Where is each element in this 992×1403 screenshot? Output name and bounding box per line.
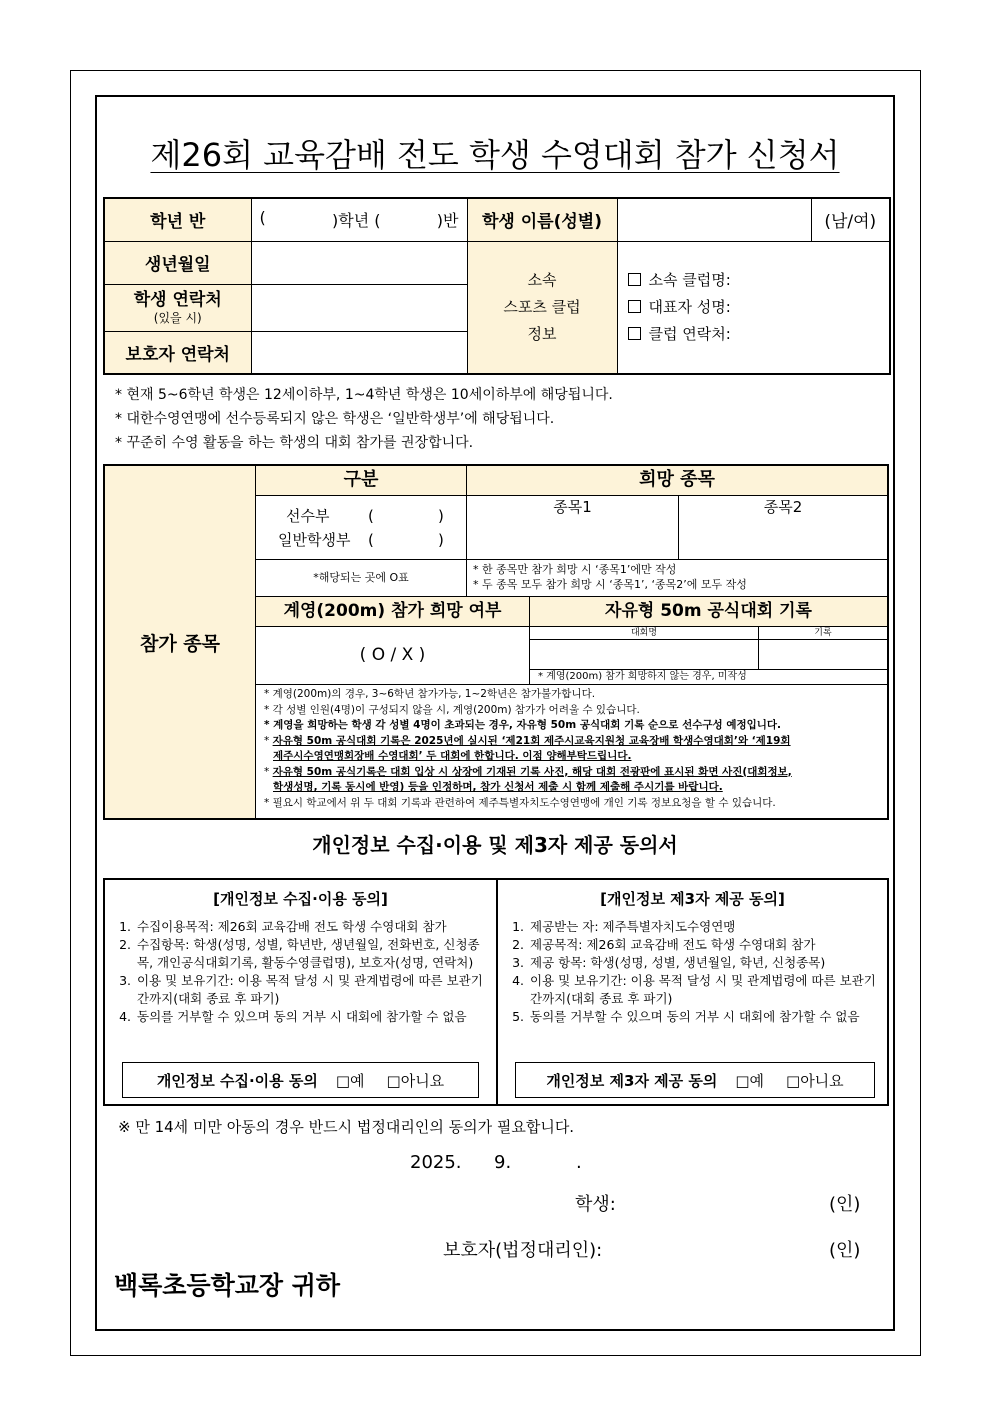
consent-section xyxy=(103,878,889,1106)
addressee: 백록초등학교장 귀하 xyxy=(114,1271,341,1300)
student-info-table xyxy=(103,197,891,375)
grade-class-field[interactable]: ( )학년 ( )반 xyxy=(251,198,467,241)
student-seal[interactable]: (인) xyxy=(829,1194,861,1215)
date-year: 2025. xyxy=(410,1152,462,1173)
record-label: 기록 xyxy=(759,627,887,640)
left-consent-yes[interactable]: □예 xyxy=(335,1071,365,1090)
club-item[interactable]: 소속 클럽명: xyxy=(628,267,890,294)
gender-field[interactable]: (남/여) xyxy=(811,198,890,241)
grade-class-label: 학년 반 xyxy=(104,198,251,241)
minor-note: ※ 만 14세 미만 아동의 경우 반드시 법정대리인의 동의가 필요합니다. xyxy=(118,1118,575,1136)
event-section-label: 참가 종목 xyxy=(105,466,256,818)
birth-label: 생년월일 xyxy=(104,241,251,284)
left-consent-box: 개인정보 수집·이용 동의 □예 □아니요 xyxy=(122,1062,479,1098)
date-day: . xyxy=(576,1152,582,1173)
student-phone-field[interactable] xyxy=(251,284,467,331)
right-consent-box: 개인정보 제3자 제공 동의 □예 □아니요 xyxy=(515,1062,875,1098)
rules: * 계영(200m)의 경우, 3~6학년 참가가능, 1~2학년은 참가불가합니다. * 각 성별 인원(4명)이 구성되지 않을 시, 계영(200m) 참가가 어려울 수 있습니다. * 계영을 희망하는 학생 각 성별 4명이 초과되는 경우, 자유형 50m 공식대회 기록 순으로 선수구성 예정입니다. * 자유형 50m 공식대회 기록은 2025년에 실시된 ‘제21회 제주시교육지원청 교육장배 학생수영대회’와 ‘제19회 제주시수영연맹회장배 수영대회’ 두 대회에 한합니다. 이점 양해부탁드립니다. * 자유형 50m 공식기록은 대회 입상 시 상장에 기재된 기록 사진, 해당 대회 전광판에 표시된 화면 사진(대회정보, 학생성명, 기록 동시에 반영) 등을 인정하며, 참가 신청서 제출 시 함께 제출해 주시기를 바랍니다. * 필요시 학교에서 위 두 대회 기록과 관련하여 제주특별자치도수영연맹에 개인 기록 정보요청을 할 수 있습니다. xyxy=(264,688,792,809)
relay-choice-field[interactable]: ( O / X ) xyxy=(256,627,530,685)
division-cell[interactable]: 선수부 ( ) 일반학생부 ( ) xyxy=(256,496,467,560)
student-phone-label: 학생 연락처 (있을 시) xyxy=(104,284,251,331)
checkbox-icon xyxy=(628,273,641,286)
left-consent-list: 1. 수집이용목적: 제26회 교육감배 전도 학생 수영대회 참가 2. 수집항목: 학생(성명, 성별, 학년반, 생년월일, 전화번호, 신청종목, 개인공식대회기록, 활동수영클럽명), 보호자(성명, 연락처) 3. 이용 및 보유기간: 이용 목적 달성 시 및 관계법령에 따른 보관기간까지(대회 종료 후 파기) 4. 동의를 거부할 수 있으며 동의 거부 시 대회에 참가할 수 없음 xyxy=(110,918,492,1026)
student-name-field[interactable] xyxy=(617,198,811,241)
right-consent-no[interactable]: □아니요 xyxy=(786,1071,844,1090)
event2-field[interactable]: 종목2 xyxy=(679,496,887,560)
relay-header: 계영(200m) 참가 희망 여부 xyxy=(256,597,530,627)
consent-divider xyxy=(496,880,498,1104)
category-header: 구분 xyxy=(256,466,467,496)
right-consent-title: [개인정보 제3자 제공 동의] xyxy=(600,890,785,908)
checkbox-icon xyxy=(628,327,641,340)
guardian-sign-label: 보호자(법정대리인): xyxy=(443,1240,603,1261)
club-item[interactable]: 대표자 성명: xyxy=(628,294,890,321)
student-sign-label: 학생: xyxy=(575,1194,616,1215)
free-header: 자유형 50m 공식대회 기록 xyxy=(530,597,887,627)
checkbox-icon xyxy=(628,300,641,313)
meet-name-label: 대회명 xyxy=(530,627,759,640)
birth-field[interactable] xyxy=(251,241,467,284)
event1-field[interactable]: 종목1 xyxy=(467,496,679,560)
mark-note: *해당되는 곳에 O표 xyxy=(256,560,467,597)
student-name-label: 학생 이름(성별) xyxy=(467,198,617,241)
event-section xyxy=(103,464,889,820)
left-consent-title: [개인정보 수집·이용 동의] xyxy=(213,890,388,908)
wish-header: 희망 종목 xyxy=(467,466,887,496)
event-notes: * 한 종목만 참가 희망 시 ‘종목1’에만 작성 * 두 종목 모두 참가 희망 시 ‘종목1’, ‘종목2’에 모두 작성 xyxy=(467,560,887,597)
club-item[interactable]: 클럽 연락처: xyxy=(628,321,890,348)
consent-title: 개인정보 수집·이용 및 제3자 제공 동의서 xyxy=(312,833,678,857)
record-field[interactable] xyxy=(759,640,887,670)
meet-name-field[interactable] xyxy=(530,640,759,670)
form-title: 제26회 교육감배 전도 학생 수영대회 참가 신청서 xyxy=(150,136,840,174)
guardian-phone-field[interactable] xyxy=(251,331,467,374)
club-label: 소속 스포츠 클럽 정보 xyxy=(467,241,617,374)
right-consent-list: 1. 제공받는 자: 제주특별자치도수영연맹 2. 제공목적: 제26회 교육감배 전도 학생 수영대회 참가 3. 제공 항목: 학생(성명, 성별, 생년월일, 학년, 신청종목) 4. 이용 및 보유기간: 이용 목적 달성 시 및 관계법령에 따른 보관기간까지(대회 종료 후 파기) 5. 동의를 거부할 수 있으며 동의 거부 시 대회에 참가할 수 없음 xyxy=(503,918,885,1026)
guardian-phone-label: 보호자 연락처 xyxy=(104,331,251,374)
notes: * 현재 5~6학년 학생은 12세이하부, 1~4학년 학생은 10세이하부에 해당됩니다. * 대한수영연맹에 선수등록되지 않은 학생은 ‘일반학생부’에 해당됩니다. * 꾸준히 수영 활동을 하는 학생의 대회 참가를 권장합니다. xyxy=(115,387,613,451)
right-consent-yes[interactable]: □예 xyxy=(735,1071,765,1090)
date-month: 9. xyxy=(494,1152,512,1173)
club-info-field[interactable] xyxy=(617,241,890,374)
guardian-seal[interactable]: (인) xyxy=(829,1240,861,1261)
left-consent-no[interactable]: □아니요 xyxy=(386,1071,445,1090)
free-note: * 계영(200m) 참가 희망하지 않는 경우, 미작성 xyxy=(530,670,887,685)
